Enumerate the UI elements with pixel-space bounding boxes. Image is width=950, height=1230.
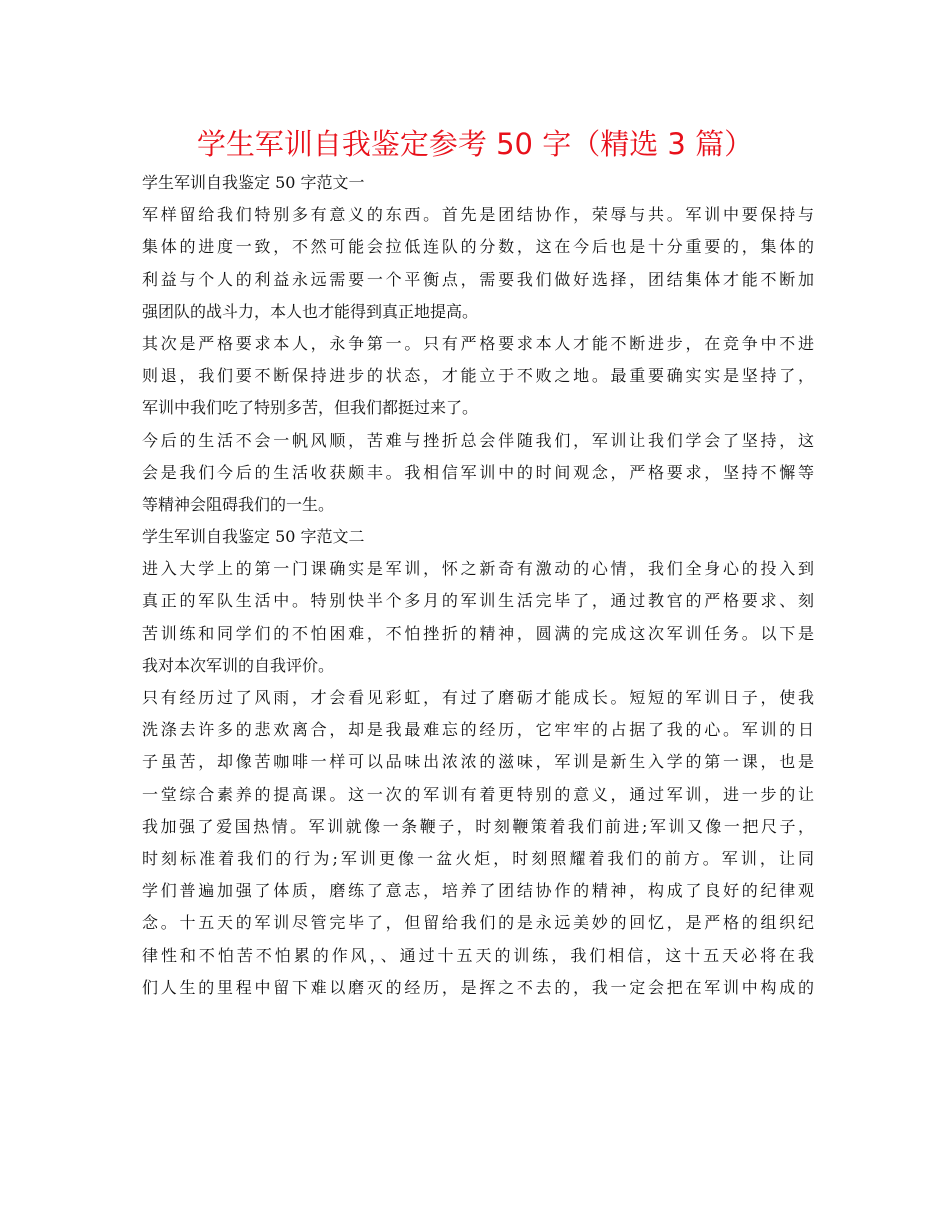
text-line: 军样留给我们特别多有意义的东西。首先是团结协作，荣辱与共。军训中要保持与 xyxy=(142,205,814,225)
section-heading: 学生军训自我鉴定 50 字范文二 xyxy=(142,527,365,547)
text-line: 今后的生活不会一帆风顺，苦难与挫折总会伴随我们，军训让我们学会了坚持，这 xyxy=(142,430,814,450)
text-line: 会是我们今后的生活收获颇丰。我相信军训中的时间观念，严格要求，坚持不懈等 xyxy=(142,462,814,482)
text-line: 则退，我们要不断保持进步的状态，才能立于不败之地。最重要确实实是坚持了， xyxy=(142,366,814,386)
text-line: 真正的军队生活中。特别快半个多月的军训生活完毕了，通过教官的严格要求、刻 xyxy=(142,591,814,611)
text-line: 等精神会阻碍我们的一生。 xyxy=(142,494,335,514)
text-line: 利益与个人的利益永远需要一个平衡点，需要我们做好选择，团结集体才能不断加 xyxy=(142,269,814,289)
paragraph xyxy=(142,328,814,425)
text-line: 其次是严格要求本人，永争第一。只有严格要求本人才能不断进步，在竞争中不进 xyxy=(142,333,814,353)
text-line: 军训中我们吃了特别多苦，但我们都挺过来了。 xyxy=(142,398,479,418)
text-line: 只有经历过了风雨，才会看见彩虹，有过了磨砺才能成长。短短的军训日子，使我 xyxy=(142,688,814,707)
text-line: 一堂综合素养的提高课。这一次的军训有着更特别的意义，通过军训，进一步的让 xyxy=(142,784,814,804)
text-line: 律性和不怕苦不怕累的作风，、通过十五天的训练，我们相信，这十五天必将在我 xyxy=(142,945,814,965)
paragraph xyxy=(142,682,814,1004)
text-line: 洗涤去许多的悲欢离合，却是我最难忘的经历，它牢牢的占据了我的心。军训的日 xyxy=(142,720,814,740)
text-line: 我加强了爱国热情。军训就像一条鞭子，时刻鞭策着我们前进;军训又像一把尺子， xyxy=(142,816,814,836)
text-line: 集体的进度一致，不然可能会拉低连队的分数，这在今后也是十分重要的，集体的 xyxy=(142,237,814,257)
text-line: 进入大学上的第一门课确实是军训，怀之新奇有激动的心情，我们全身心的投入到 xyxy=(142,559,814,579)
document-body xyxy=(142,167,814,1004)
document-title: 学生军训自我鉴定参考 50 字（精选 3 篇） xyxy=(196,127,754,161)
text-line: 念。十五天的军训尽管完毕了，但留给我们的是永远美妙的回忆，是严格的组织纪 xyxy=(142,913,814,933)
text-line: 时刻标准着我们的行为;军训更像一盆火炬，时刻照耀着我们的前方。军训，让同 xyxy=(142,848,814,868)
section-heading: 学生军训自我鉴定 50 字范文一 xyxy=(142,173,365,192)
paragraph xyxy=(142,553,814,682)
text-line: 们人生的里程中留下难以磨灭的经历，是挥之不去的，我一定会把在军训中构成的 xyxy=(142,977,814,997)
text-line: 我对本次军训的自我评价。 xyxy=(142,655,335,675)
paragraph xyxy=(142,199,814,328)
text-line: 苦训练和同学们的不怕困难，不怕挫折的精神，圆满的完成这次军训任务。以下是 xyxy=(142,623,814,643)
paragraph xyxy=(142,425,814,522)
text-line: 子虽苦，却像苦咖啡一样可以品味出浓浓的滋味，军训是新生入学的第一课，也是 xyxy=(142,752,814,772)
text-line: 学们普遍加强了体质，磨练了意志，培养了团结协作的精神，构成了良好的纪律观 xyxy=(142,881,814,901)
text-line: 强团队的战斗力，本人也才能得到真正地提高。 xyxy=(142,301,479,321)
